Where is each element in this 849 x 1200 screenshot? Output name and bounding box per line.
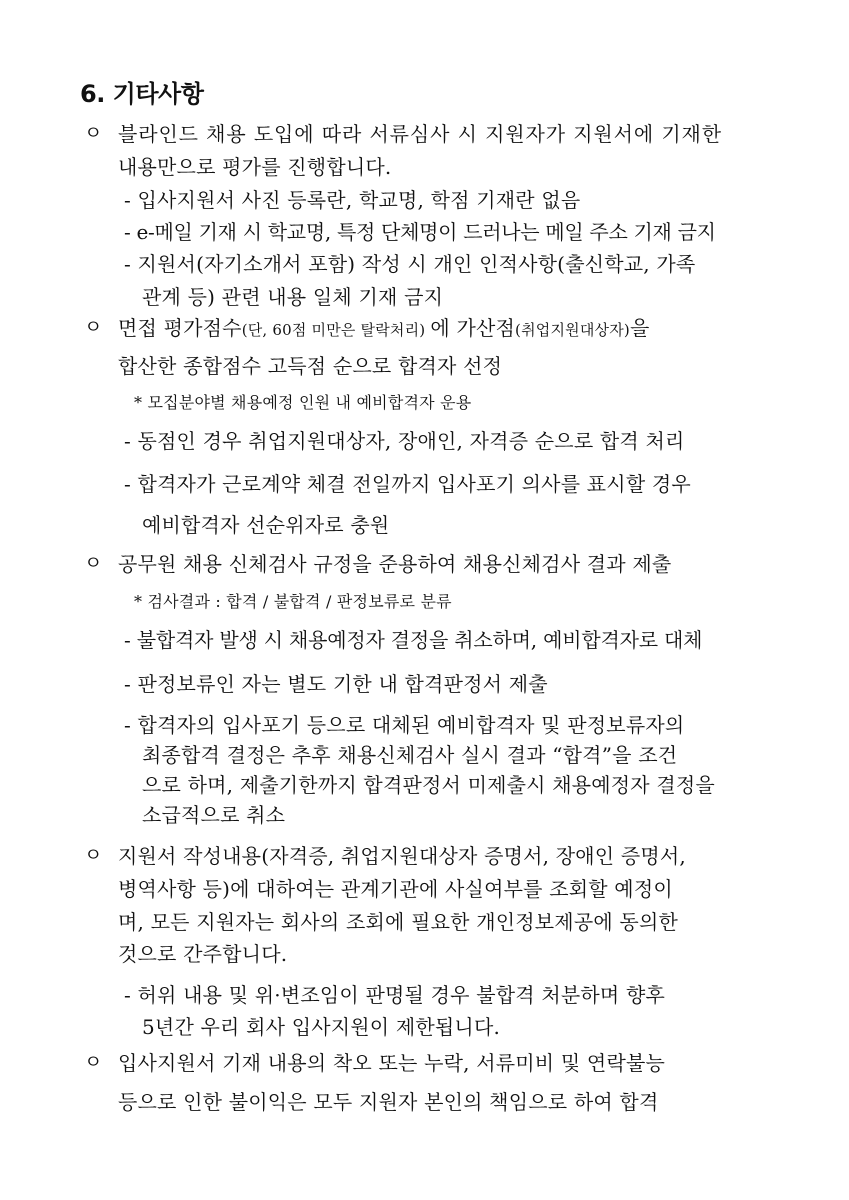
sub-item-line: - 동점인 경우 취업지원대상자, 장애인, 자격증 순으로 합격 처리 bbox=[124, 429, 685, 453]
paragraph-line: 입사지원서 기재 내용의 착오 또는 누락, 서류미비 및 연락불능 bbox=[118, 1051, 666, 1075]
line-part: 에 가산점 bbox=[430, 316, 516, 340]
sub-item-line: - 허위 내용 및 위·변조임이 판명될 경우 불합격 처분하며 향후 bbox=[124, 983, 666, 1007]
bullet-marker: ㅇ bbox=[84, 122, 103, 144]
paragraph-line: 등으로 인한 불이익은 모두 지원자 본인의 책임으로 하여 합격 bbox=[118, 1090, 659, 1114]
sub-item-line: - 지원서(자기소개서 포함) 작성 시 개인 인적사항(출신학교, 가족 bbox=[124, 252, 696, 276]
paragraph-line: 블라인드 채용 도입에 따라 서류심사 시 지원자가 지원서에 기재한 bbox=[118, 122, 722, 146]
note-line: * 모집분야별 채용예정 인원 내 예비합격자 운용 bbox=[134, 393, 472, 412]
line-part: (단, 60점 미만은 탈락처리) bbox=[241, 321, 426, 339]
sub-item-line: - 입사지원서 사진 등록란, 학교명, 학점 기재란 없음 bbox=[124, 188, 581, 212]
sub-item-line: - e-메일 기재 시 학교명, 특정 단체명이 드러나는 메일 주소 기재 금지 bbox=[124, 220, 716, 244]
line-part: 면접 평가점수 bbox=[118, 316, 242, 340]
bullet-marker: ㅇ bbox=[84, 1051, 103, 1073]
sub-item-line: - 불합격자 발생 시 채용예정자 결정을 취소하며, 예비합격자로 대체 bbox=[124, 628, 703, 652]
sub-item-line: 소급적으로 취소 bbox=[142, 803, 286, 827]
paragraph-line: 것으로 간주합니다. bbox=[118, 942, 288, 966]
sub-item-line: 으로 하며, 제출기한까지 합격판정서 미제출시 채용예정자 결정을 bbox=[142, 773, 715, 797]
sub-item-line: - 합격자가 근로계약 체결 전일까지 입사포기 의사를 표시할 경우 bbox=[124, 472, 691, 496]
sub-item-line: 관계 등) 관련 내용 일체 기재 금지 bbox=[142, 285, 444, 309]
sub-item-line: 최종합격 결정은 추후 채용신체검사 실시 결과 “합격”을 조건 bbox=[142, 743, 678, 767]
paragraph-line: 병역사항 등)에 대하여는 관계기관에 사실여부를 조회할 예정이 bbox=[118, 877, 673, 901]
bullet-marker: ㅇ bbox=[84, 844, 103, 866]
sub-item-line: 5년간 우리 회사 입사지원이 제한됩니다. bbox=[142, 1015, 501, 1039]
bullet-marker: ㅇ bbox=[84, 552, 103, 574]
sub-item-line: - 판정보류인 자는 별도 기한 내 합격판정서 제출 bbox=[124, 672, 548, 696]
section-title: 6. 기타사항 bbox=[80, 80, 204, 108]
bullet-marker: ㅇ bbox=[84, 316, 103, 338]
note-line: * 검사결과 : 합격 / 불합격 / 판정보류로 분류 bbox=[134, 592, 452, 611]
paragraph-line bbox=[118, 318, 649, 338]
paragraph-line: 며, 모든 지원자는 회사의 조회에 필요한 개인정보제공에 동의한 bbox=[118, 910, 678, 934]
sub-item-line: 예비합격자 선순위자로 충원 bbox=[142, 513, 390, 537]
paragraph-line: 합산한 종합점수 고득점 순으로 합격자 선정 bbox=[118, 354, 503, 378]
line-part: 을 bbox=[629, 316, 650, 340]
paragraph-line: 지원서 작성내용(자격증, 취업지원대상자 증명서, 장애인 증명서, bbox=[118, 844, 686, 868]
paragraph-line: 내용만으로 평가를 진행합니다. bbox=[118, 155, 392, 179]
line-part: (취업지원대상자) bbox=[515, 321, 630, 339]
paragraph-line: 공무원 채용 신체검사 규정을 준용하여 채용신체검사 결과 제출 bbox=[118, 552, 672, 576]
sub-item-line: - 합격자의 입사포기 등으로 대체된 예비합격자 및 판정보류자의 bbox=[124, 713, 685, 737]
